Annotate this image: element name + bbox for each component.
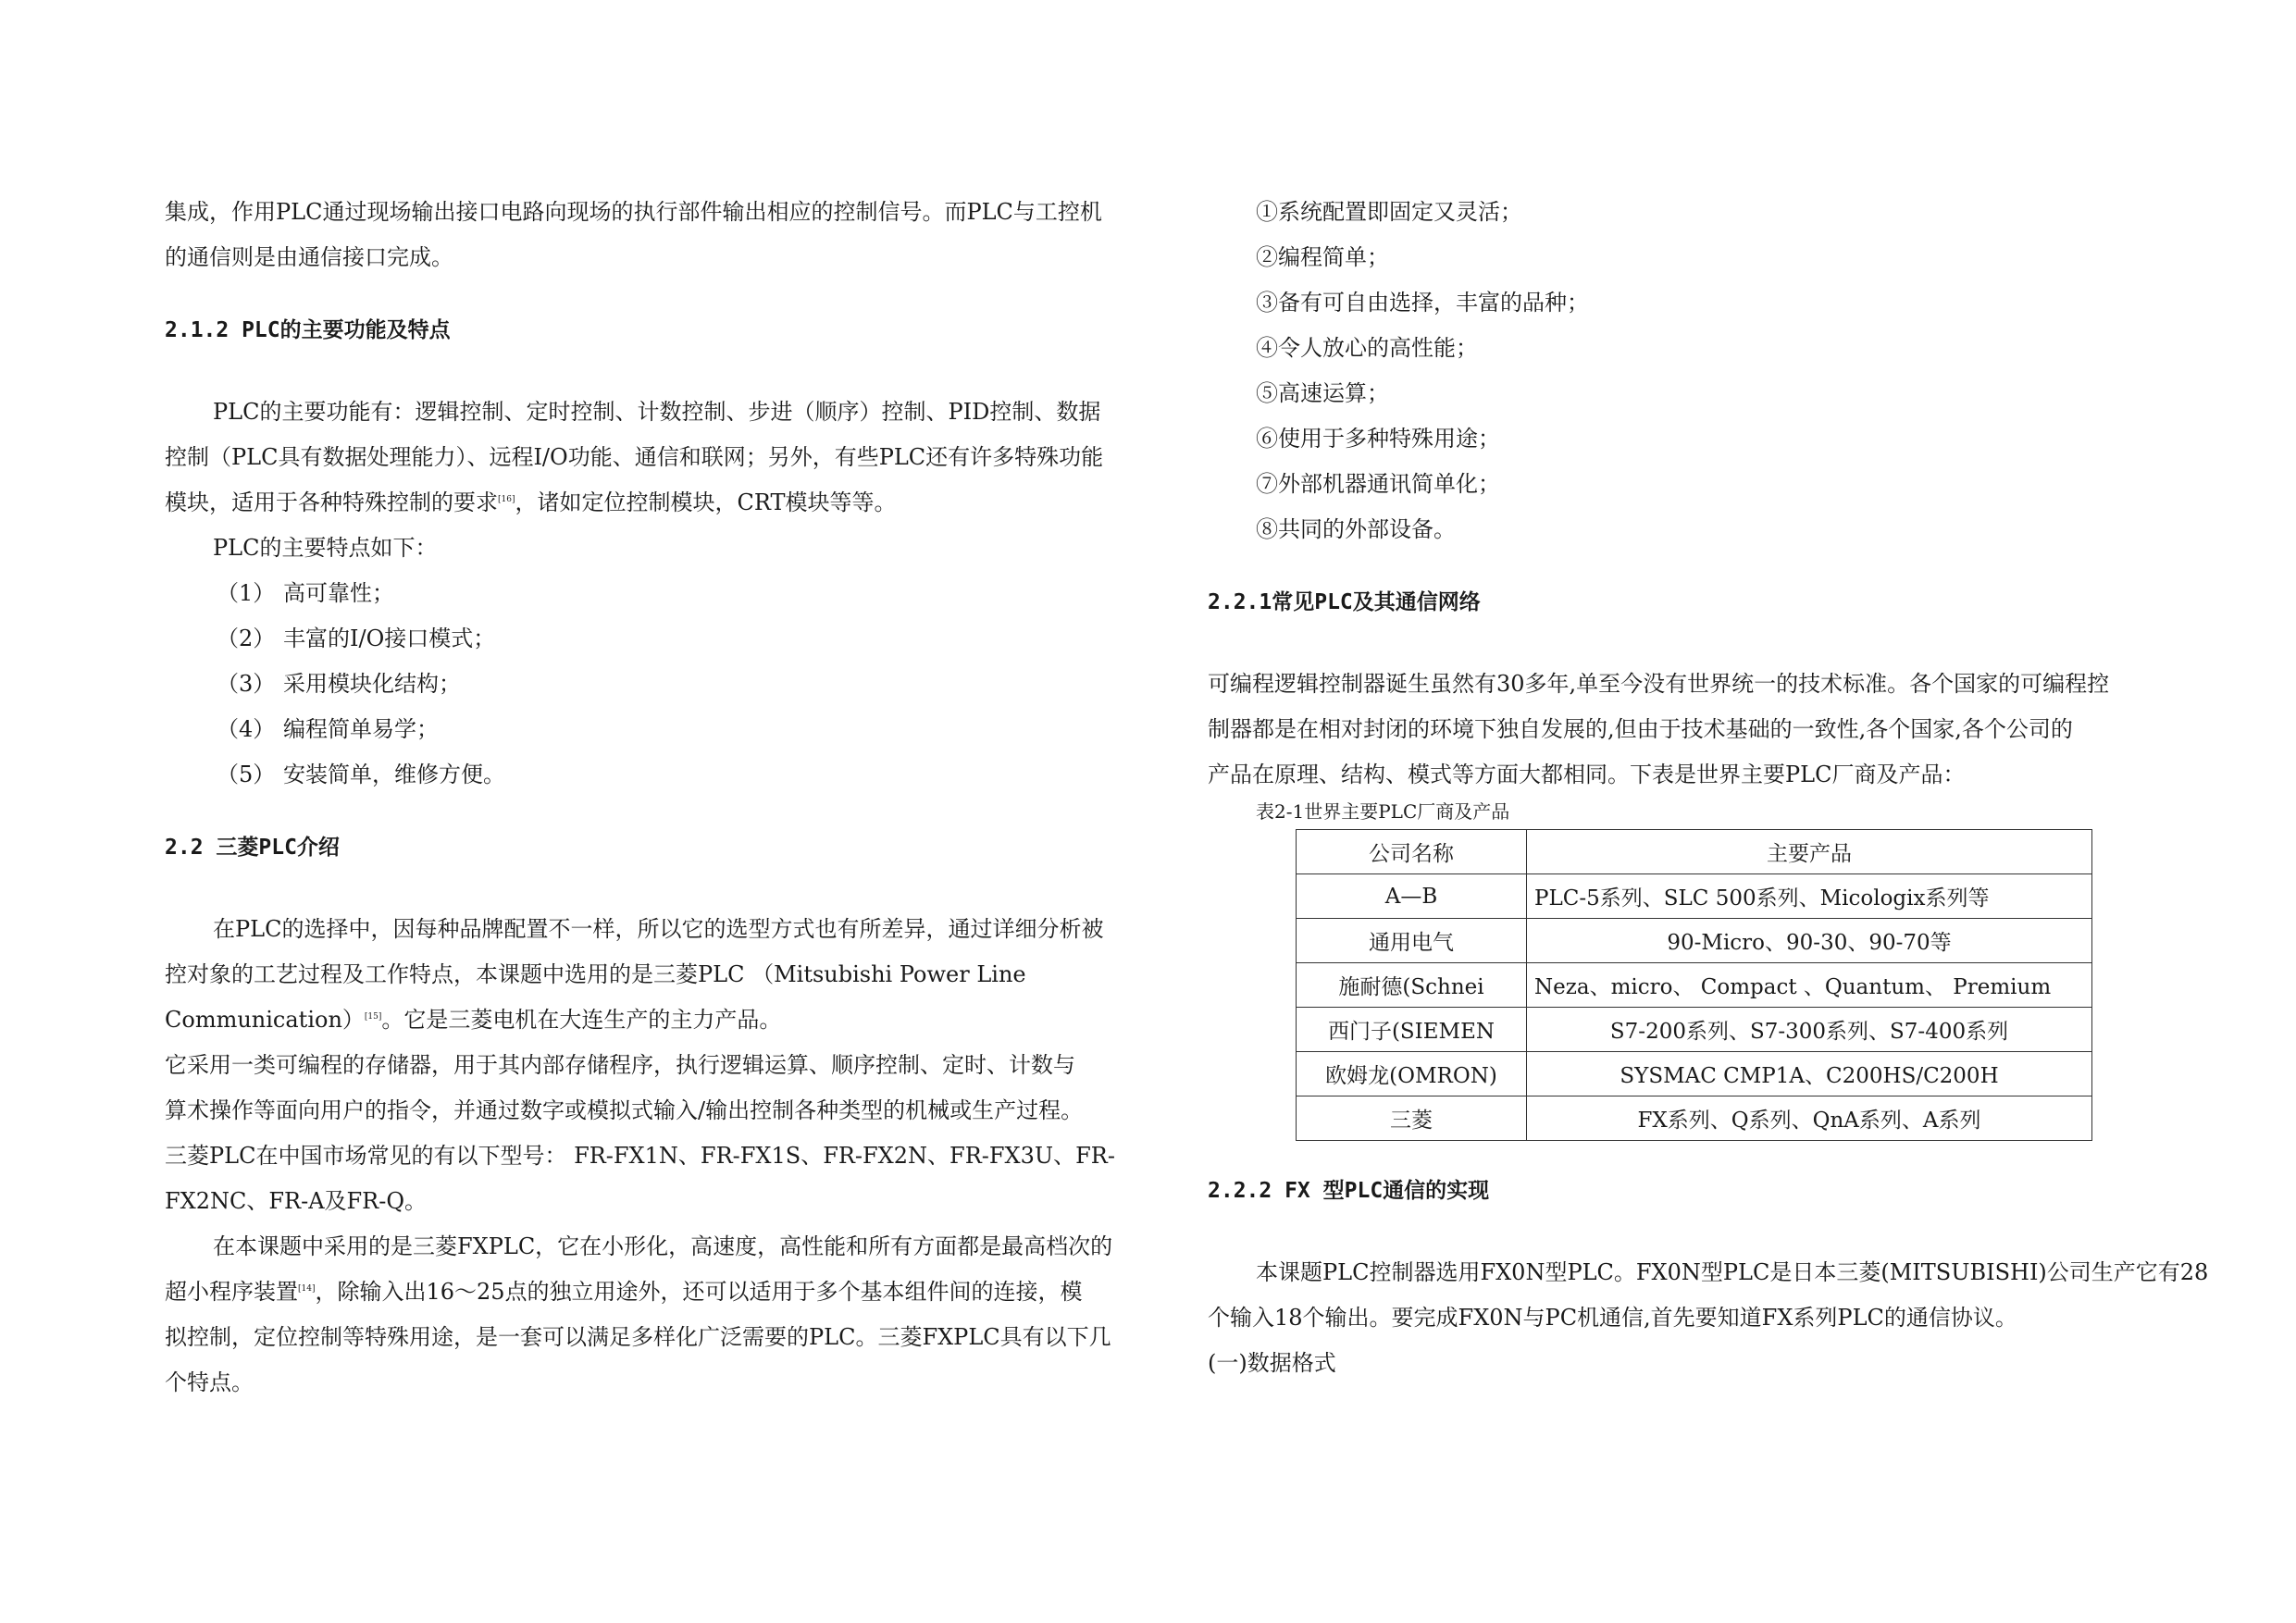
paragraph-fx-line1: 在本课题中采用的是三菱FXPLC，它在小形化，高速度，高性能和所有方面都是最高档次的 — [213, 1233, 1113, 1259]
paragraph-intro-line2: 的通信则是由通信接口完成。 — [165, 244, 453, 270]
table-cell-company: A—B — [1297, 874, 1527, 919]
table-cell-products: PLC-5系列、SLC 500系列、Micologix系列等 — [1527, 874, 2092, 919]
paragraph-network-line1: 可编程逻辑控制器诞生虽然有30多年,单至今没有世界统一的技术标准。各个国家的可编程控 — [1208, 671, 2110, 697]
paragraph-selection-line3: Communication）[15]。它是三菱电机在大连生产的主力产品。 — [165, 1007, 782, 1033]
table-cell-company: 通用电气 — [1297, 919, 1527, 963]
citation-15: [15] — [364, 1012, 382, 1022]
paragraph-impl-line3: (一)数据格式 — [1208, 1350, 1336, 1376]
features-list — [165, 571, 1138, 798]
list-item: ③备有可自由选择，丰富的品种； — [1256, 290, 1589, 316]
heading-2-2: 2.2 三菱PLC介绍 — [165, 836, 340, 860]
table-row — [1297, 963, 2092, 1008]
paragraph-selection-line2: 控对象的工艺过程及工作特点，本课题中选用的是三菱PLC （Mitsubishi Power Line — [165, 961, 1026, 987]
table-cell-products: S7-200系列、S7-300系列、S7-400系列 — [1527, 1008, 2092, 1052]
heading-2-1-2: 2.1.2 PLC的主要功能及特点 — [165, 318, 451, 342]
paragraph-fx-line2: 超小程序装置[14]，除输入出16～25点的独立用途外，还可以适用于多个基本组件间的连接，模 — [165, 1279, 1083, 1305]
paragraph-selection-line1: 在PLC的选择中，因每种品牌配置不一样，所以它的选型方式也有所差异，通过详细分析被 — [213, 916, 1104, 942]
table-cell-products: SYSMAC CMP1A、C200HS/C200H — [1527, 1052, 2092, 1096]
list-item: （3） 采用模块化结构； — [217, 671, 461, 697]
list-item: ①系统配置即固定又灵活； — [1256, 199, 1522, 225]
list-item: ⑦外部机器通讯简单化； — [1256, 471, 1500, 497]
table-header-cell: 公司名称 — [1297, 830, 1527, 874]
paragraph-fx-line4: 个特点。 — [165, 1369, 254, 1395]
paragraph-functions-line1: PLC的主要功能有：逻辑控制、定时控制、计数控制、步进（顺序）控制、PID控制、数据 — [213, 399, 1101, 425]
table-cell-products: 90-Micro、90-30、90-70等 — [1527, 919, 2092, 963]
paragraph-impl-line2: 个输入18个输出。要完成FX0N与PC机通信,首先要知道FX系列PLC的通信协议。 — [1208, 1305, 2017, 1331]
list-item: （1） 高可靠性； — [217, 580, 394, 606]
list-item: ⑥使用于多种特殊用途； — [1256, 426, 1500, 452]
paragraph-adopt-line2: 算术操作等面向用户的指令，并通过数字或模拟式输入/输出控制各种类型的机械或生产过程。 — [165, 1097, 1084, 1123]
table-row — [1297, 1008, 2092, 1052]
table-cell-company: 西门子(SIEMEN — [1297, 1008, 1527, 1052]
table-row — [1297, 919, 2092, 963]
plc-vendors-table — [1296, 829, 2092, 1141]
paragraph-fx-line3: 拟控制，定位控制等特殊用途，是一套可以满足多样化广泛需要的PLC。三菱FXPLC具有以下几 — [165, 1324, 1111, 1350]
paragraph-functions-line2: 控制（PLC具有数据处理能力）、远程I/O功能、通信和联网；另外，有些PLC还有许多特殊功能 — [165, 444, 1104, 470]
heading-2-2-2: 2.2.2 FX 型PLC通信的实现 — [1208, 1179, 1490, 1203]
table-cell-company: 三菱 — [1297, 1096, 1527, 1141]
table-row — [1297, 1052, 2092, 1096]
paragraph-impl-line1: 本课题PLC控制器选用FX0N型PLC。FX0N型PLC是日本三菱(MITSUBISHI)公司生产它有28 — [1256, 1259, 2209, 1285]
list-item: ④令人放心的高性能； — [1256, 335, 1478, 361]
paragraph-models-line2: FX2NC、FR-A及FR-Q。 — [165, 1188, 428, 1214]
paragraph-functions-line3: 模块，适用于各种特殊控制的要求[16]，诸如定位控制模块，CRT模块等等。 — [165, 489, 897, 515]
paragraph-intro-line1: 集成，作用PLC通过现场输出接口电路向现场的执行部件输出相应的控制信号。而PLC与工控机 — [165, 199, 1102, 225]
list-item: （2） 丰富的I/O接口模式； — [217, 626, 496, 651]
list-item: （4） 编程简单易学； — [217, 716, 439, 742]
heading-2-2-1: 2.2.1常见PLC及其通信网络 — [1208, 590, 1481, 614]
paragraph-network-line3: 产品在原理、结构、模式等方面大都相同。下表是世界主要PLC厂商及产品： — [1208, 762, 1966, 787]
table-cell-company: 施耐德(Schnei — [1297, 963, 1527, 1008]
table-caption: 表2-1世界主要PLC厂商及产品 — [1256, 800, 1510, 823]
paragraph-adopt-line1: 它采用一类可编程的存储器，用于其内部存储程序，执行逻辑运算、顺序控制、定时、计数与 — [165, 1052, 1075, 1078]
list-item: ⑧共同的外部设备。 — [1256, 516, 1456, 542]
table-cell-products: Neza、micro、 Compact 、Quantum、 Premium — [1527, 963, 2092, 1008]
paragraph-network-line2: 制器都是在相对封闭的环境下独自发展的,但由于技术基础的一致性,各个国家,各个公司的 — [1208, 716, 2073, 742]
table-row — [1297, 874, 2092, 919]
list-item: （5） 安装简单，维修方便。 — [217, 762, 505, 787]
table-header-cell: 主要产品 — [1527, 830, 2092, 874]
table-cell-company: 欧姆龙(OMRON) — [1297, 1052, 1527, 1096]
left-column — [165, 190, 1138, 1406]
right-column — [1208, 190, 2209, 1386]
table-row — [1297, 1096, 2092, 1141]
list-item: ⑤高速运算； — [1256, 380, 1389, 406]
citation-16: [16] — [498, 495, 515, 504]
citation-14: [14] — [298, 1284, 316, 1294]
table-header-row — [1297, 830, 2092, 874]
list-item: ②编程简单； — [1256, 244, 1389, 270]
paragraph-models-line1: 三菱PLC在中国市场常见的有以下型号： FR-FX1N、FR-FX1S、FR-FX2N、FR-FX3U、FR- — [165, 1143, 1115, 1169]
table-cell-products: FX系列、Q系列、QnA系列、A系列 — [1527, 1096, 2092, 1141]
features-intro: PLC的主要特点如下： — [213, 535, 438, 561]
fx-features-list — [1208, 190, 2189, 552]
